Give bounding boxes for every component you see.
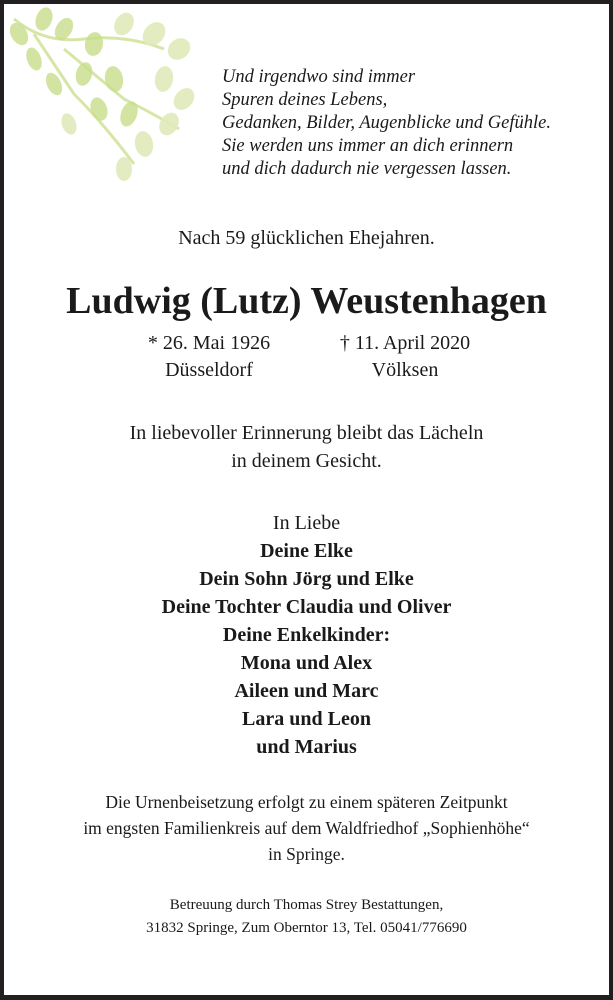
undertaker-line: Betreuung durch Thomas Strey Bestattungen,	[169, 897, 444, 913]
birth-info	[124, 330, 294, 384]
undertaker-line: 31832 Springe, Zum Oberntor 13, Tel. 05041/776690	[146, 920, 467, 936]
love-intro: In Liebe	[272, 512, 341, 534]
mourner-line: Lara und Leon	[242, 708, 371, 730]
birth-date: * 26. Mai 1926	[147, 332, 271, 354]
burial-line: im engsten Familienkreis auf dem Waldfriedhof „Sophienhöhe“	[83, 818, 530, 838]
birth-place: Düsseldorf	[165, 359, 253, 381]
poem-line: Und irgendwo sind immer	[222, 67, 416, 87]
leaf-branch-icon	[4, 4, 204, 184]
death-info	[320, 330, 490, 384]
poem-line: Sie werden uns immer an dich erinnern	[222, 136, 514, 156]
mourner-line: Dein Sohn Jörg und Elke	[199, 568, 414, 590]
burial-line: in Springe.	[268, 844, 345, 864]
mourner-line: Aileen und Marc	[234, 680, 379, 702]
mourner-line: Mona und Alex	[240, 652, 373, 674]
mourner-line: Deine Enkelkinder:	[222, 624, 391, 646]
burial-line: Die Urnenbeisetzung erfolgt zu einem späteren Zeitpunkt	[105, 792, 508, 812]
poem-line: Spuren deines Lebens,	[222, 90, 388, 110]
memory-line: in deinem Gesicht.	[231, 450, 382, 472]
memory-line: In liebevoller Erinnerung bleibt das Lächeln	[129, 422, 484, 444]
mourner-line: Deine Elke	[260, 540, 353, 562]
intro-text: Nach 59 glücklichen Ehejahren.	[178, 227, 435, 249]
obituary-card	[4, 4, 609, 995]
deceased-name: Ludwig (Lutz) Weustenhagen	[66, 280, 547, 322]
death-place: Völksen	[371, 359, 439, 381]
mourner-line: Deine Tochter Claudia und Oliver	[161, 596, 452, 618]
memorial-poem	[222, 66, 551, 181]
death-date: † 11. April 2020	[339, 332, 471, 354]
mourner-line: und Marius	[256, 736, 357, 758]
poem-line: Gedanken, Bilder, Augenblicke und Gefühle.	[222, 113, 551, 133]
poem-line: und dich dadurch nie vergessen lassen.	[222, 159, 512, 179]
